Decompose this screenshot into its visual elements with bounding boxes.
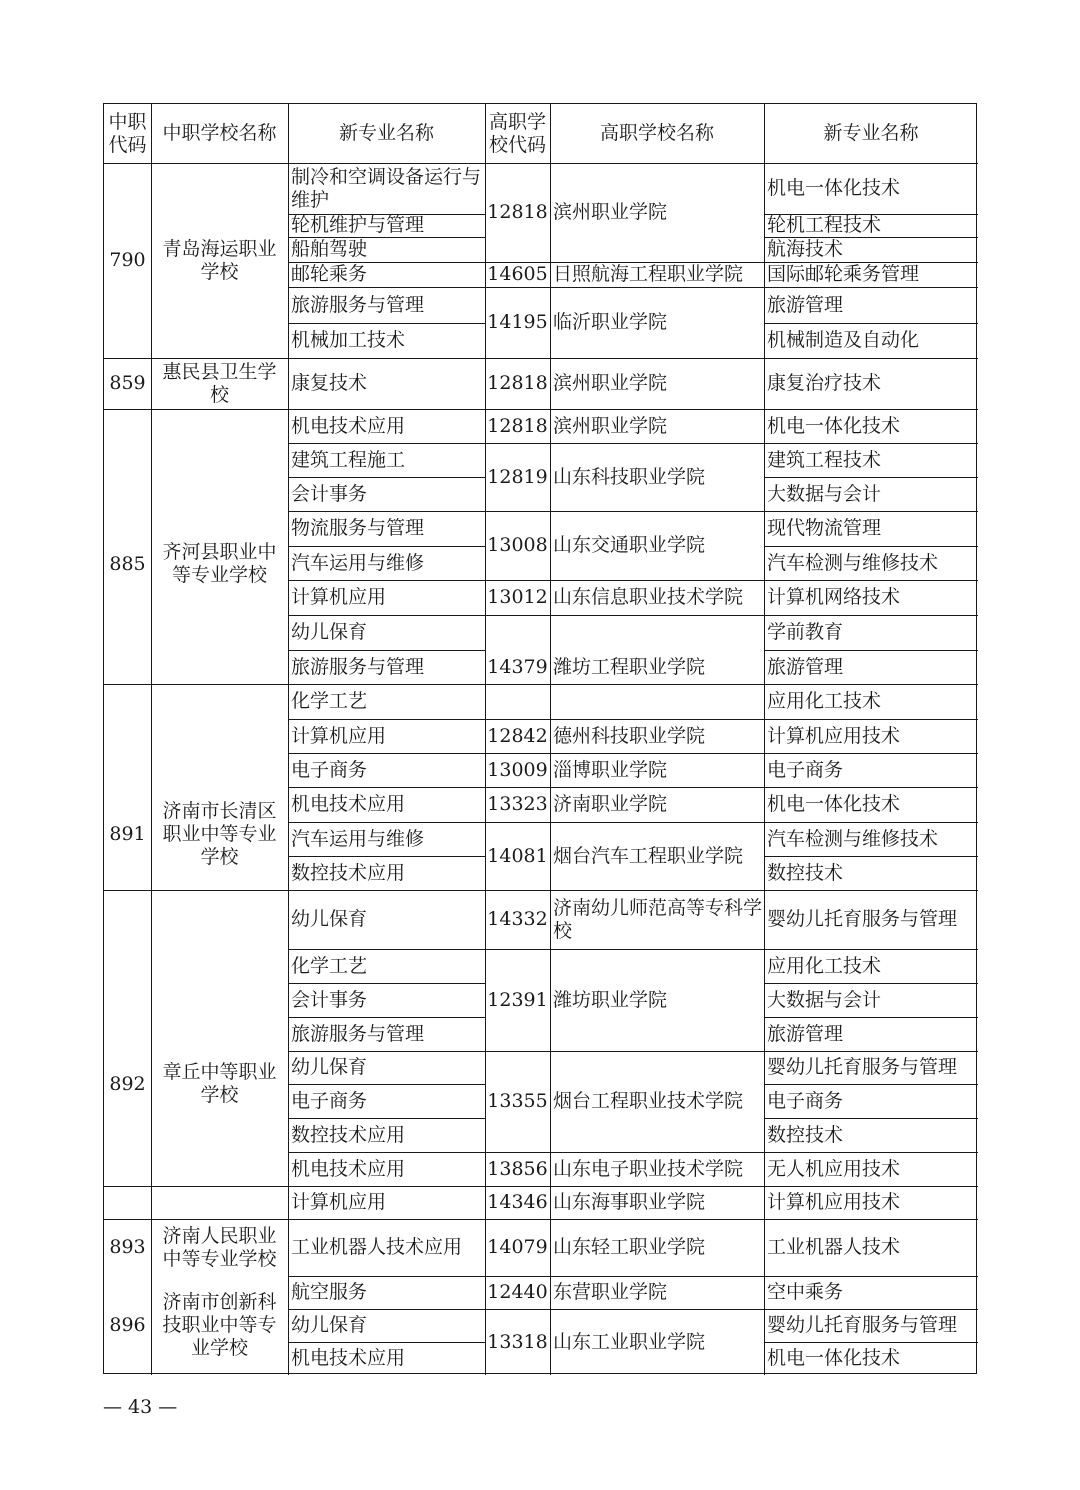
row-divider — [104, 890, 978, 891]
college-code: 14079 — [487, 1236, 548, 1258]
college-code: 14346 — [487, 1191, 548, 1213]
high-major-cell: 汽车检测与维修技术 — [767, 827, 939, 850]
high-major-cell: 汽车检测与维修技术 — [767, 551, 939, 574]
school-code: 790 — [109, 249, 146, 271]
school-name: 济南市创新科技职业中等专业学校 — [162, 1291, 277, 1359]
college-name: 烟台汽车工程职业学院 — [553, 844, 744, 867]
mid-major-cell: 机电技术应用 — [291, 414, 406, 437]
college-code: 12818 — [487, 414, 548, 437]
college-name: 山东电子职业技术学院 — [553, 1157, 744, 1180]
college-name: 德州科技职业学院 — [553, 724, 706, 747]
school-name: 济南人民职业中等专业学校 — [162, 1224, 277, 1270]
college-name: 淄博职业学院 — [553, 758, 668, 781]
college-code: 13323 — [487, 793, 548, 815]
school-name: 齐河县职业中等专业学校 — [162, 541, 277, 586]
row-divider — [764, 787, 978, 788]
college-code: 13355 — [487, 1090, 548, 1112]
mid-major-cell: 计算机应用 — [291, 1191, 387, 1213]
row-divider — [104, 1186, 978, 1187]
school-code: 892 — [109, 1072, 146, 1095]
row-divider — [485, 287, 764, 288]
college-name: 滨州职业学院 — [553, 201, 668, 223]
mid-major-cell: 船舶驾驶 — [291, 238, 368, 260]
mid-major-cell: 会计事务 — [291, 988, 368, 1011]
mid-major-cell: 旅游服务与管理 — [291, 1022, 425, 1045]
high-major-cell: 计算机应用技术 — [767, 1191, 901, 1213]
mid-major-cell: 轮机维护与管理 — [291, 214, 425, 236]
row-divider — [288, 1152, 485, 1153]
row-divider — [104, 409, 978, 410]
college-code: 12818 — [487, 372, 548, 394]
row-divider — [764, 1152, 978, 1153]
row-divider — [288, 1051, 485, 1052]
mid-major-cell: 建筑工程施工 — [291, 448, 406, 471]
row-divider — [288, 323, 485, 324]
row-divider — [288, 1309, 485, 1310]
college-code: 14605 — [487, 263, 548, 285]
row-divider — [485, 262, 764, 263]
row-divider — [764, 822, 978, 823]
high-major-cell: 建筑工程技术 — [767, 448, 882, 471]
row-divider — [764, 443, 978, 444]
row-divider — [485, 753, 764, 754]
row-divider — [764, 1051, 978, 1052]
high-major-cell: 空中乘务 — [767, 1281, 844, 1303]
school-code: 893 — [109, 1236, 146, 1258]
header-mid-name: 中职学校名称 — [162, 122, 277, 144]
college-code: 12842 — [487, 724, 548, 747]
header-high-code: 高职学校代码 — [489, 110, 547, 156]
high-major-cell: 数控技术 — [767, 1123, 844, 1146]
school-code: 891 — [109, 822, 146, 845]
row-divider — [764, 237, 978, 238]
mid-major-cell: 计算机应用 — [291, 724, 387, 747]
college-name: 潍坊工程职业学院 — [553, 655, 706, 678]
column-divider — [151, 104, 152, 1375]
college-code: 13008 — [487, 534, 548, 556]
row-divider — [288, 1276, 485, 1277]
row-divider — [764, 949, 978, 950]
mid-major-cell: 汽车运用与维修 — [291, 827, 425, 850]
row-divider — [764, 983, 978, 984]
row-divider — [104, 358, 978, 359]
high-major-cell: 婴幼儿托育服务与管理 — [767, 908, 958, 930]
high-major-cell: 航海技术 — [767, 238, 844, 260]
row-divider — [764, 753, 978, 754]
school-code: 896 — [109, 1314, 146, 1336]
school-name: 济南市长清区职业中等专业学校 — [162, 799, 277, 868]
row-divider — [485, 719, 764, 720]
mid-major-cell: 机电技术应用 — [291, 1157, 406, 1180]
college-name: 山东信息职业技术学院 — [553, 586, 744, 608]
high-major-cell: 机械制造及自动化 — [767, 329, 920, 351]
row-divider — [764, 214, 978, 215]
row-divider — [764, 1084, 978, 1085]
high-major-cell: 国际邮轮乘务管理 — [767, 263, 920, 285]
row-divider — [288, 983, 485, 984]
row-divider — [288, 822, 485, 823]
row-divider — [288, 1342, 485, 1343]
row-divider — [104, 684, 978, 685]
mid-major-cell: 工业机器人技术应用 — [291, 1236, 463, 1258]
row-divider — [764, 615, 978, 616]
row-divider — [288, 1118, 485, 1119]
college-name: 潍坊职业学院 — [553, 988, 668, 1011]
mid-major-cell: 幼儿保育 — [291, 621, 368, 643]
row-divider — [288, 949, 485, 950]
row-divider — [485, 1051, 764, 1052]
mid-major-cell: 数控技术应用 — [291, 861, 406, 884]
mid-major-cell: 化学工艺 — [291, 954, 368, 977]
row-divider — [764, 856, 978, 857]
high-major-cell: 数控技术 — [767, 861, 844, 884]
mid-major-cell: 制冷和空调设备运行与维护 — [291, 165, 482, 211]
mid-major-cell: 邮轮乘务 — [291, 263, 368, 285]
high-major-cell: 机电一体化技术 — [767, 414, 901, 437]
college-code: 12818 — [487, 201, 548, 223]
mid-major-cell: 数控技术应用 — [291, 1123, 406, 1146]
mid-major-cell: 康复技术 — [291, 372, 368, 394]
college-code: 14379 — [487, 655, 548, 678]
college-code: 14195 — [487, 311, 548, 333]
major-mapping-table — [103, 103, 977, 1374]
row-divider — [288, 615, 485, 616]
row-divider — [288, 856, 485, 857]
high-major-cell: 轮机工程技术 — [767, 214, 882, 236]
row-divider — [288, 237, 485, 238]
school-name: 章丘中等职业学校 — [162, 1061, 277, 1106]
row-divider — [485, 580, 764, 581]
row-divider — [104, 163, 978, 164]
row-divider — [764, 1017, 978, 1018]
college-name: 山东工业职业学院 — [553, 1330, 706, 1353]
school-name: 青岛海运职业学校 — [162, 237, 277, 283]
college-name: 东营职业学院 — [553, 1281, 668, 1303]
high-major-cell: 旅游管理 — [767, 1022, 844, 1045]
high-major-cell: 婴幼儿托育服务与管理 — [767, 1056, 958, 1078]
high-major-cell: 机电一体化技术 — [767, 793, 901, 815]
high-major-cell: 康复治疗技术 — [767, 372, 882, 394]
college-code: 13856 — [487, 1157, 548, 1180]
mid-major-cell: 幼儿保育 — [291, 1314, 368, 1336]
row-divider — [764, 262, 978, 263]
row-divider — [764, 650, 978, 651]
mid-major-cell: 会计事务 — [291, 482, 368, 505]
row-divider — [288, 753, 485, 754]
college-name: 山东交通职业学院 — [553, 534, 706, 556]
row-divider — [485, 787, 764, 788]
row-divider — [764, 287, 978, 288]
page-number: — 43 — — [103, 1396, 178, 1418]
row-divider — [764, 719, 978, 720]
college-name: 滨州职业学院 — [553, 414, 668, 437]
row-divider — [288, 719, 485, 720]
mid-major-cell: 机电技术应用 — [291, 793, 406, 815]
row-divider — [104, 1219, 978, 1220]
high-major-cell: 工业机器人技术 — [767, 1236, 901, 1258]
column-divider — [550, 104, 551, 1375]
college-code: 14081 — [487, 844, 548, 867]
header-high-name: 高职学校名称 — [599, 122, 714, 144]
mid-major-cell: 计算机应用 — [291, 586, 387, 608]
college-code: 13318 — [487, 1330, 548, 1353]
row-divider — [288, 1084, 485, 1085]
college-name: 滨州职业学院 — [553, 372, 668, 394]
row-divider — [288, 287, 485, 288]
school-code: 885 — [109, 552, 146, 575]
college-code: 12440 — [487, 1281, 548, 1303]
row-divider — [485, 511, 764, 512]
high-major-cell: 计算机应用技术 — [767, 724, 901, 747]
high-major-cell: 电子商务 — [767, 758, 844, 781]
row-divider — [764, 580, 978, 581]
mid-major-cell: 旅游服务与管理 — [291, 655, 425, 678]
row-divider — [485, 615, 764, 616]
mid-major-cell: 化学工艺 — [291, 690, 368, 712]
high-major-cell: 机电一体化技术 — [767, 1347, 901, 1369]
column-divider — [764, 104, 765, 1375]
college-name: 济南职业学院 — [553, 793, 668, 815]
school-code: 859 — [109, 372, 146, 394]
header-mid-code: 中职代码 — [108, 110, 147, 156]
high-major-cell: 无人机应用技术 — [767, 1157, 901, 1180]
row-divider — [288, 511, 485, 512]
college-code: 13012 — [487, 586, 548, 608]
mid-major-cell: 机械加工技术 — [291, 329, 406, 351]
mid-major-cell: 物流服务与管理 — [291, 517, 425, 539]
row-divider — [764, 546, 978, 547]
college-code: 12819 — [487, 465, 548, 488]
row-divider — [485, 949, 764, 950]
row-divider — [288, 546, 485, 547]
row-divider — [288, 477, 485, 478]
mid-major-cell: 机电技术应用 — [291, 1347, 406, 1369]
high-major-cell: 现代物流管理 — [767, 517, 882, 539]
row-divider — [764, 1118, 978, 1119]
high-major-cell: 旅游管理 — [767, 655, 844, 678]
row-divider — [288, 214, 485, 215]
high-major-cell: 机电一体化技术 — [767, 177, 901, 199]
college-name: 济南幼儿师范高等专科学校 — [553, 896, 763, 942]
column-divider — [288, 104, 289, 1375]
row-divider — [764, 477, 978, 478]
row-divider — [764, 511, 978, 512]
college-code: 12391 — [487, 988, 548, 1011]
high-major-cell: 学前教育 — [767, 621, 844, 643]
row-divider — [288, 787, 485, 788]
row-divider — [288, 650, 485, 651]
row-divider — [485, 1309, 764, 1310]
mid-major-cell: 电子商务 — [291, 1089, 368, 1112]
high-major-cell: 旅游管理 — [767, 293, 844, 316]
high-major-cell: 计算机网络技术 — [767, 586, 901, 608]
row-divider — [764, 1276, 978, 1277]
college-name: 山东科技职业学院 — [553, 465, 706, 488]
row-divider — [485, 822, 764, 823]
college-name: 烟台工程职业技术学院 — [553, 1090, 744, 1112]
row-divider — [764, 323, 978, 324]
row-divider — [288, 262, 485, 263]
row-divider — [485, 1152, 764, 1153]
row-divider — [485, 443, 764, 444]
high-major-cell: 婴幼儿托育服务与管理 — [767, 1314, 958, 1336]
high-major-cell: 大数据与会计 — [767, 482, 882, 505]
college-name: 山东海事职业学院 — [553, 1191, 706, 1213]
mid-major-cell: 幼儿保育 — [291, 908, 368, 930]
header-mid-major: 新专业名称 — [338, 122, 434, 144]
mid-major-cell: 电子商务 — [291, 758, 368, 781]
mid-major-cell: 航空服务 — [291, 1281, 368, 1303]
high-major-cell: 大数据与会计 — [767, 988, 882, 1011]
school-name: 惠民县卫生学校 — [162, 360, 277, 406]
mid-major-cell: 汽车运用与维修 — [291, 551, 425, 574]
college-name: 日照航海工程职业学院 — [553, 263, 744, 285]
college-code: 14332 — [487, 908, 548, 930]
row-divider — [288, 580, 485, 581]
college-name: 山东轻工职业学院 — [553, 1236, 706, 1258]
mid-major-cell: 旅游服务与管理 — [291, 293, 425, 316]
high-major-cell: 电子商务 — [767, 1089, 844, 1112]
column-divider — [485, 104, 486, 1375]
row-divider — [764, 1309, 978, 1310]
high-major-cell: 应用化工技术 — [767, 690, 882, 712]
college-code: 13009 — [487, 758, 548, 781]
row-divider — [485, 1276, 764, 1277]
row-divider — [288, 1017, 485, 1018]
header-high-major: 新专业名称 — [823, 122, 919, 144]
row-divider — [764, 1342, 978, 1343]
row-divider — [288, 443, 485, 444]
mid-major-cell: 幼儿保育 — [291, 1056, 368, 1078]
college-name: 临沂职业学院 — [553, 311, 668, 333]
high-major-cell: 应用化工技术 — [767, 954, 882, 977]
